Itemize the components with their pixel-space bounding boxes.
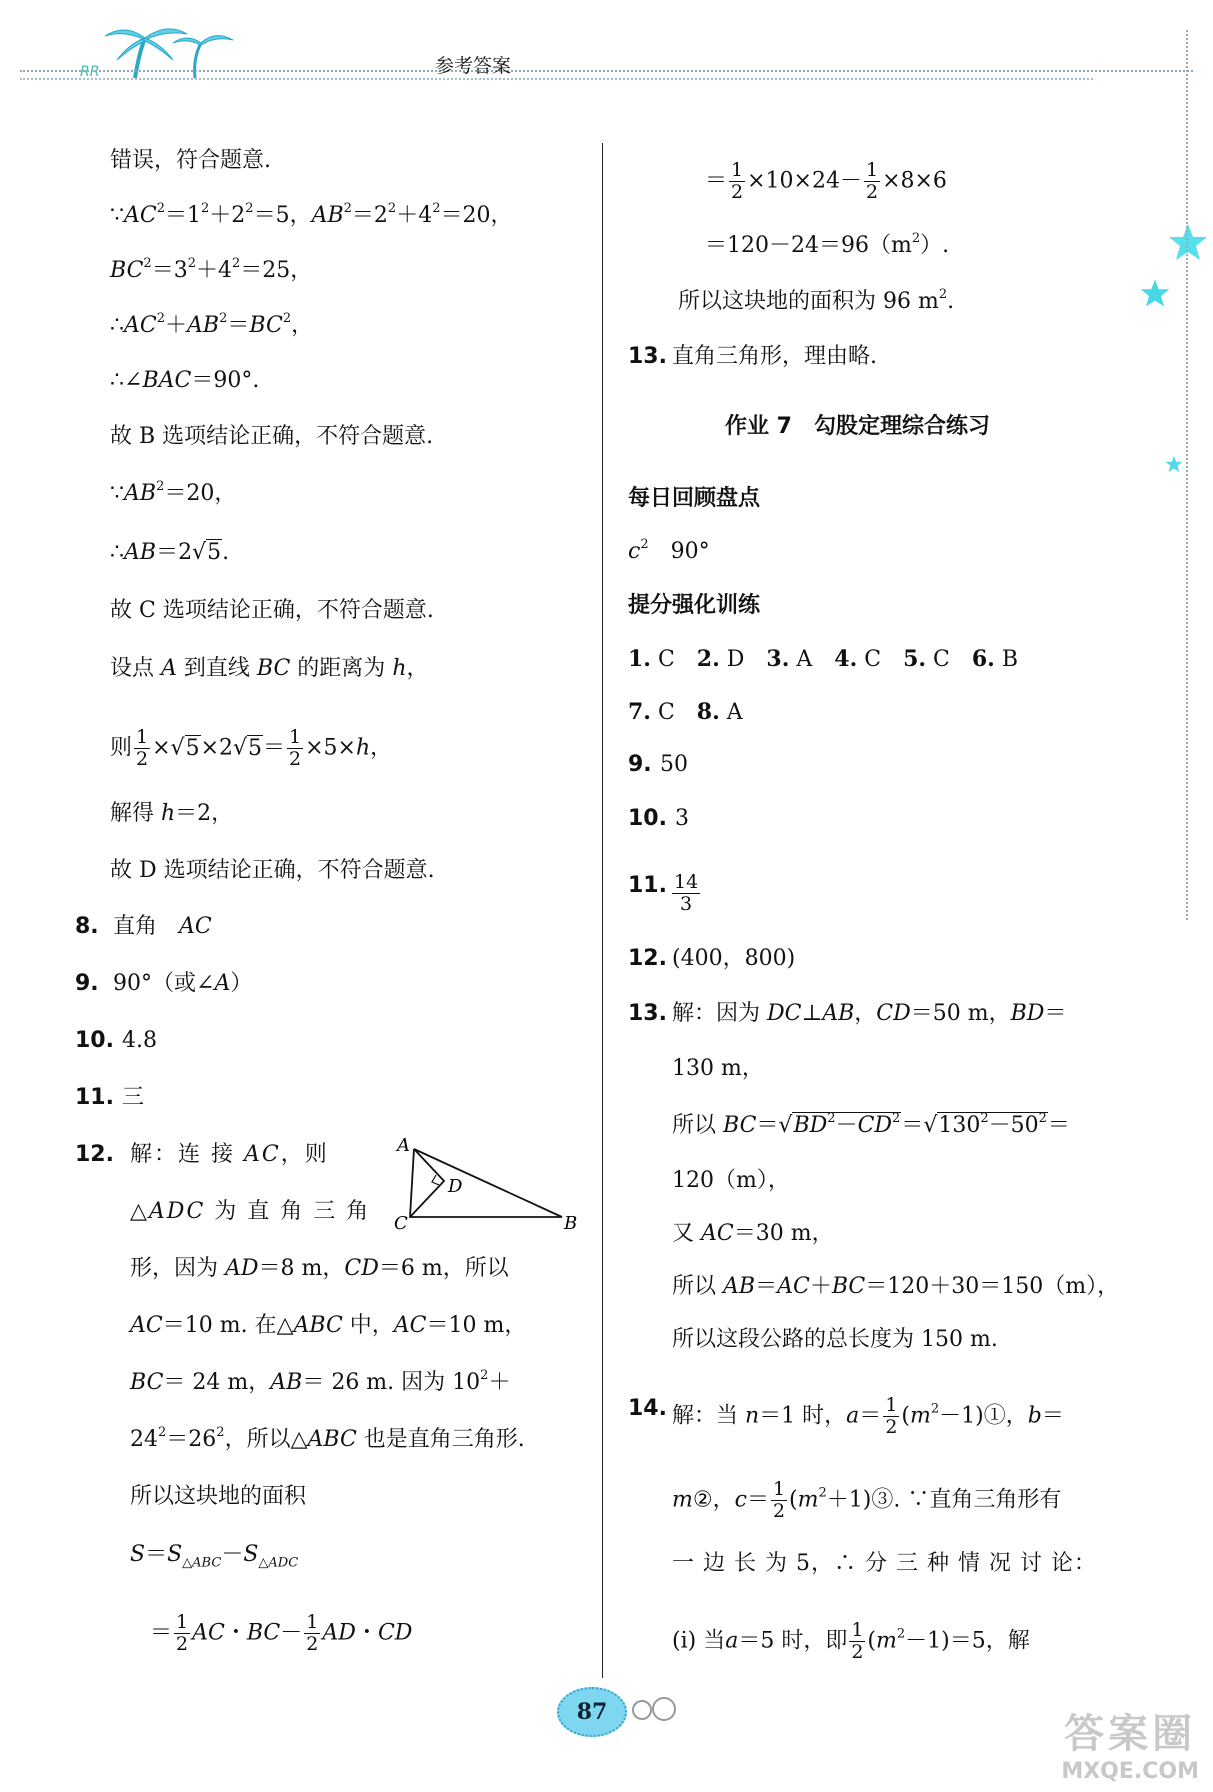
answer-text: 解：连 接 AC，则 xyxy=(130,1142,329,1167)
answer-text: 形，因为 AD＝8 m，CD＝6 m，所以 xyxy=(130,1256,509,1281)
answer-text: 三 xyxy=(122,1085,145,1110)
figure-label-b: B xyxy=(564,1213,578,1234)
answer-text: 直角 AC xyxy=(113,914,212,939)
answer-text: 所以这段公路的总长度为 150 m. xyxy=(672,1327,998,1352)
question-number: 9. xyxy=(75,971,99,996)
answer-text: 又 AC＝30 m， xyxy=(672,1221,834,1246)
page-number: 87 xyxy=(557,1687,627,1737)
header-rule xyxy=(20,70,1193,72)
section-title: 作业 7 勾股定理综合练习 xyxy=(725,414,990,439)
text-line: ∴∠BAC＝90°. xyxy=(110,368,260,393)
star-icon xyxy=(1165,455,1183,473)
header-title: 参考答案 xyxy=(435,55,512,77)
answer-text: AC＝10 m. 在△ABC 中，AC＝10 m， xyxy=(130,1313,527,1338)
answer-text: ＝ $\frac{1}{2}$ AC・BC－ $\frac{1}{2}$ AD・CD xyxy=(150,1611,413,1655)
text-line: $BC^2=3^2+4^2=25$， xyxy=(110,256,313,283)
margin-rule xyxy=(1186,30,1188,920)
star-icon xyxy=(1140,278,1170,308)
text-line: 故 D 选项结论正确，不符合题意. xyxy=(110,858,435,883)
answer-text: BC＝ 24 m，AB＝ 26 m. 因为 $10^2+$ xyxy=(130,1368,511,1395)
answer-text: 所以这块地的面积 xyxy=(130,1484,307,1509)
text-line: $\because AC^2=1^2+2^2=5$，$AB^2=2^2+4^2=20$， xyxy=(110,201,513,228)
answer-text: 3 xyxy=(675,806,689,831)
answer-text: $c^2$ 90° xyxy=(628,537,710,564)
answer-text: 所以 $BC=√BD^2-CD^2=√130^2-50^2=$ xyxy=(672,1111,1070,1138)
answer-text: 130 m， xyxy=(672,1056,764,1081)
answer-text: $24^2=26^2$，所以△ABC 也是直角三角形. xyxy=(130,1425,525,1452)
answer-text: ＝ $\frac{1}{2}$ ×10×24－ $\frac{1}{2}$ ×8×6 xyxy=(705,159,947,203)
answer-text: $\frac{14}{3}$ xyxy=(674,871,699,915)
question-number: 13. xyxy=(628,1001,667,1026)
text-line: 错误，符合题意. xyxy=(110,148,271,173)
question-number: 8. xyxy=(75,914,99,939)
answer-text: (400，800) xyxy=(672,946,796,971)
question-number: 13. xyxy=(628,344,667,369)
question-number: 11. xyxy=(75,1085,114,1110)
question-number: 12. xyxy=(628,946,667,971)
answer-text: 1. C 2. D 3. A 4. C 5. C 6. B xyxy=(628,646,1018,672)
column-divider xyxy=(602,143,603,1678)
answer-text: △ADC 为 直 角 三 角 xyxy=(130,1199,371,1224)
figure-label-a: A xyxy=(397,1135,410,1156)
subsection-title: 提分强化训练 xyxy=(628,593,761,618)
answer-text: 50 xyxy=(660,752,688,777)
decor-ring xyxy=(652,1697,676,1721)
decor-ring xyxy=(632,1700,652,1720)
triangle-figure xyxy=(392,1135,582,1235)
star-icon xyxy=(1168,222,1208,262)
answer-text: $S=S_{\triangle ABC}-S_{\triangle ADC}$ xyxy=(130,1542,299,1571)
text-line: 解得 h＝2， xyxy=(110,801,234,826)
question-number: 10. xyxy=(75,1028,114,1053)
answer-text: 一 边 长 为 5，∴ 分 三 种 情 况 讨 论： xyxy=(672,1551,1097,1576)
answer-text: 7. C 8. A xyxy=(628,699,743,725)
answer-text: 解：当 n＝1 时，a＝ $\frac{1}{2}$ $(m^2-1)①$，b＝ xyxy=(672,1394,1064,1438)
question-number: 9. xyxy=(628,752,652,777)
question-number: 14. xyxy=(628,1396,667,1421)
answer-text: 4.8 xyxy=(122,1028,157,1053)
text-line: 设点 A 到直线 BC 的距离为 h， xyxy=(110,656,429,681)
text-line: ∴AB＝2√5. xyxy=(110,540,230,565)
answer-text: 90°（或∠A） xyxy=(113,971,253,996)
watermark-url: MXQE.COM xyxy=(1061,1759,1199,1784)
question-number: 10. xyxy=(628,806,667,831)
answer-text: 所以 AB＝AC＋BC＝120＋30＝150（m）， xyxy=(672,1274,1120,1299)
text-line: 故 C 选项结论正确，不符合题意. xyxy=(110,598,434,623)
figure-label-c: C xyxy=(394,1213,408,1234)
answer-text: (ⅰ) 当a＝5 时，即 $\frac{1}{2}$ $(m^2-1)=5$，解 xyxy=(672,1619,1030,1663)
answer-text: 120（m）， xyxy=(672,1168,790,1193)
text-line: 则 $\frac{1}{2}$ ×√5×2√5＝ $\frac{1}{2}$ ×5×h， xyxy=(110,726,393,770)
answer-text: m②，c＝ $\frac{1}{2}$ $(m^2+1)③$. ∵直角三角形有 xyxy=(672,1478,1062,1522)
question-number: 12. xyxy=(75,1142,114,1167)
text-line: $\because AB^2=20$， xyxy=(110,479,237,506)
question-number: 11. xyxy=(628,873,667,898)
watermark xyxy=(1061,1702,1199,1784)
answer-text: $=120-24=96(m^2)$. xyxy=(705,231,950,258)
svg-text:RR: RR xyxy=(80,64,100,80)
answer-text: 所以这块地的面积为 96 $m^2$. xyxy=(678,287,955,314)
subsection-title: 每日回顾盘点 xyxy=(628,486,761,511)
answer-text: 解：因为 DC⊥AB，CD＝50 m，BD＝ xyxy=(672,1001,1067,1026)
text-line: 故 B 选项结论正确，不符合题意. xyxy=(110,424,434,449)
figure-label-d: D xyxy=(448,1176,463,1197)
text-line: $\therefore AC^2+AB^2=BC^2$， xyxy=(110,311,314,338)
watermark-text: 答案圈 xyxy=(1064,1711,1197,1757)
answer-text: 直角三角形，理由略. xyxy=(672,344,877,369)
header-rule-2 xyxy=(20,78,1093,80)
